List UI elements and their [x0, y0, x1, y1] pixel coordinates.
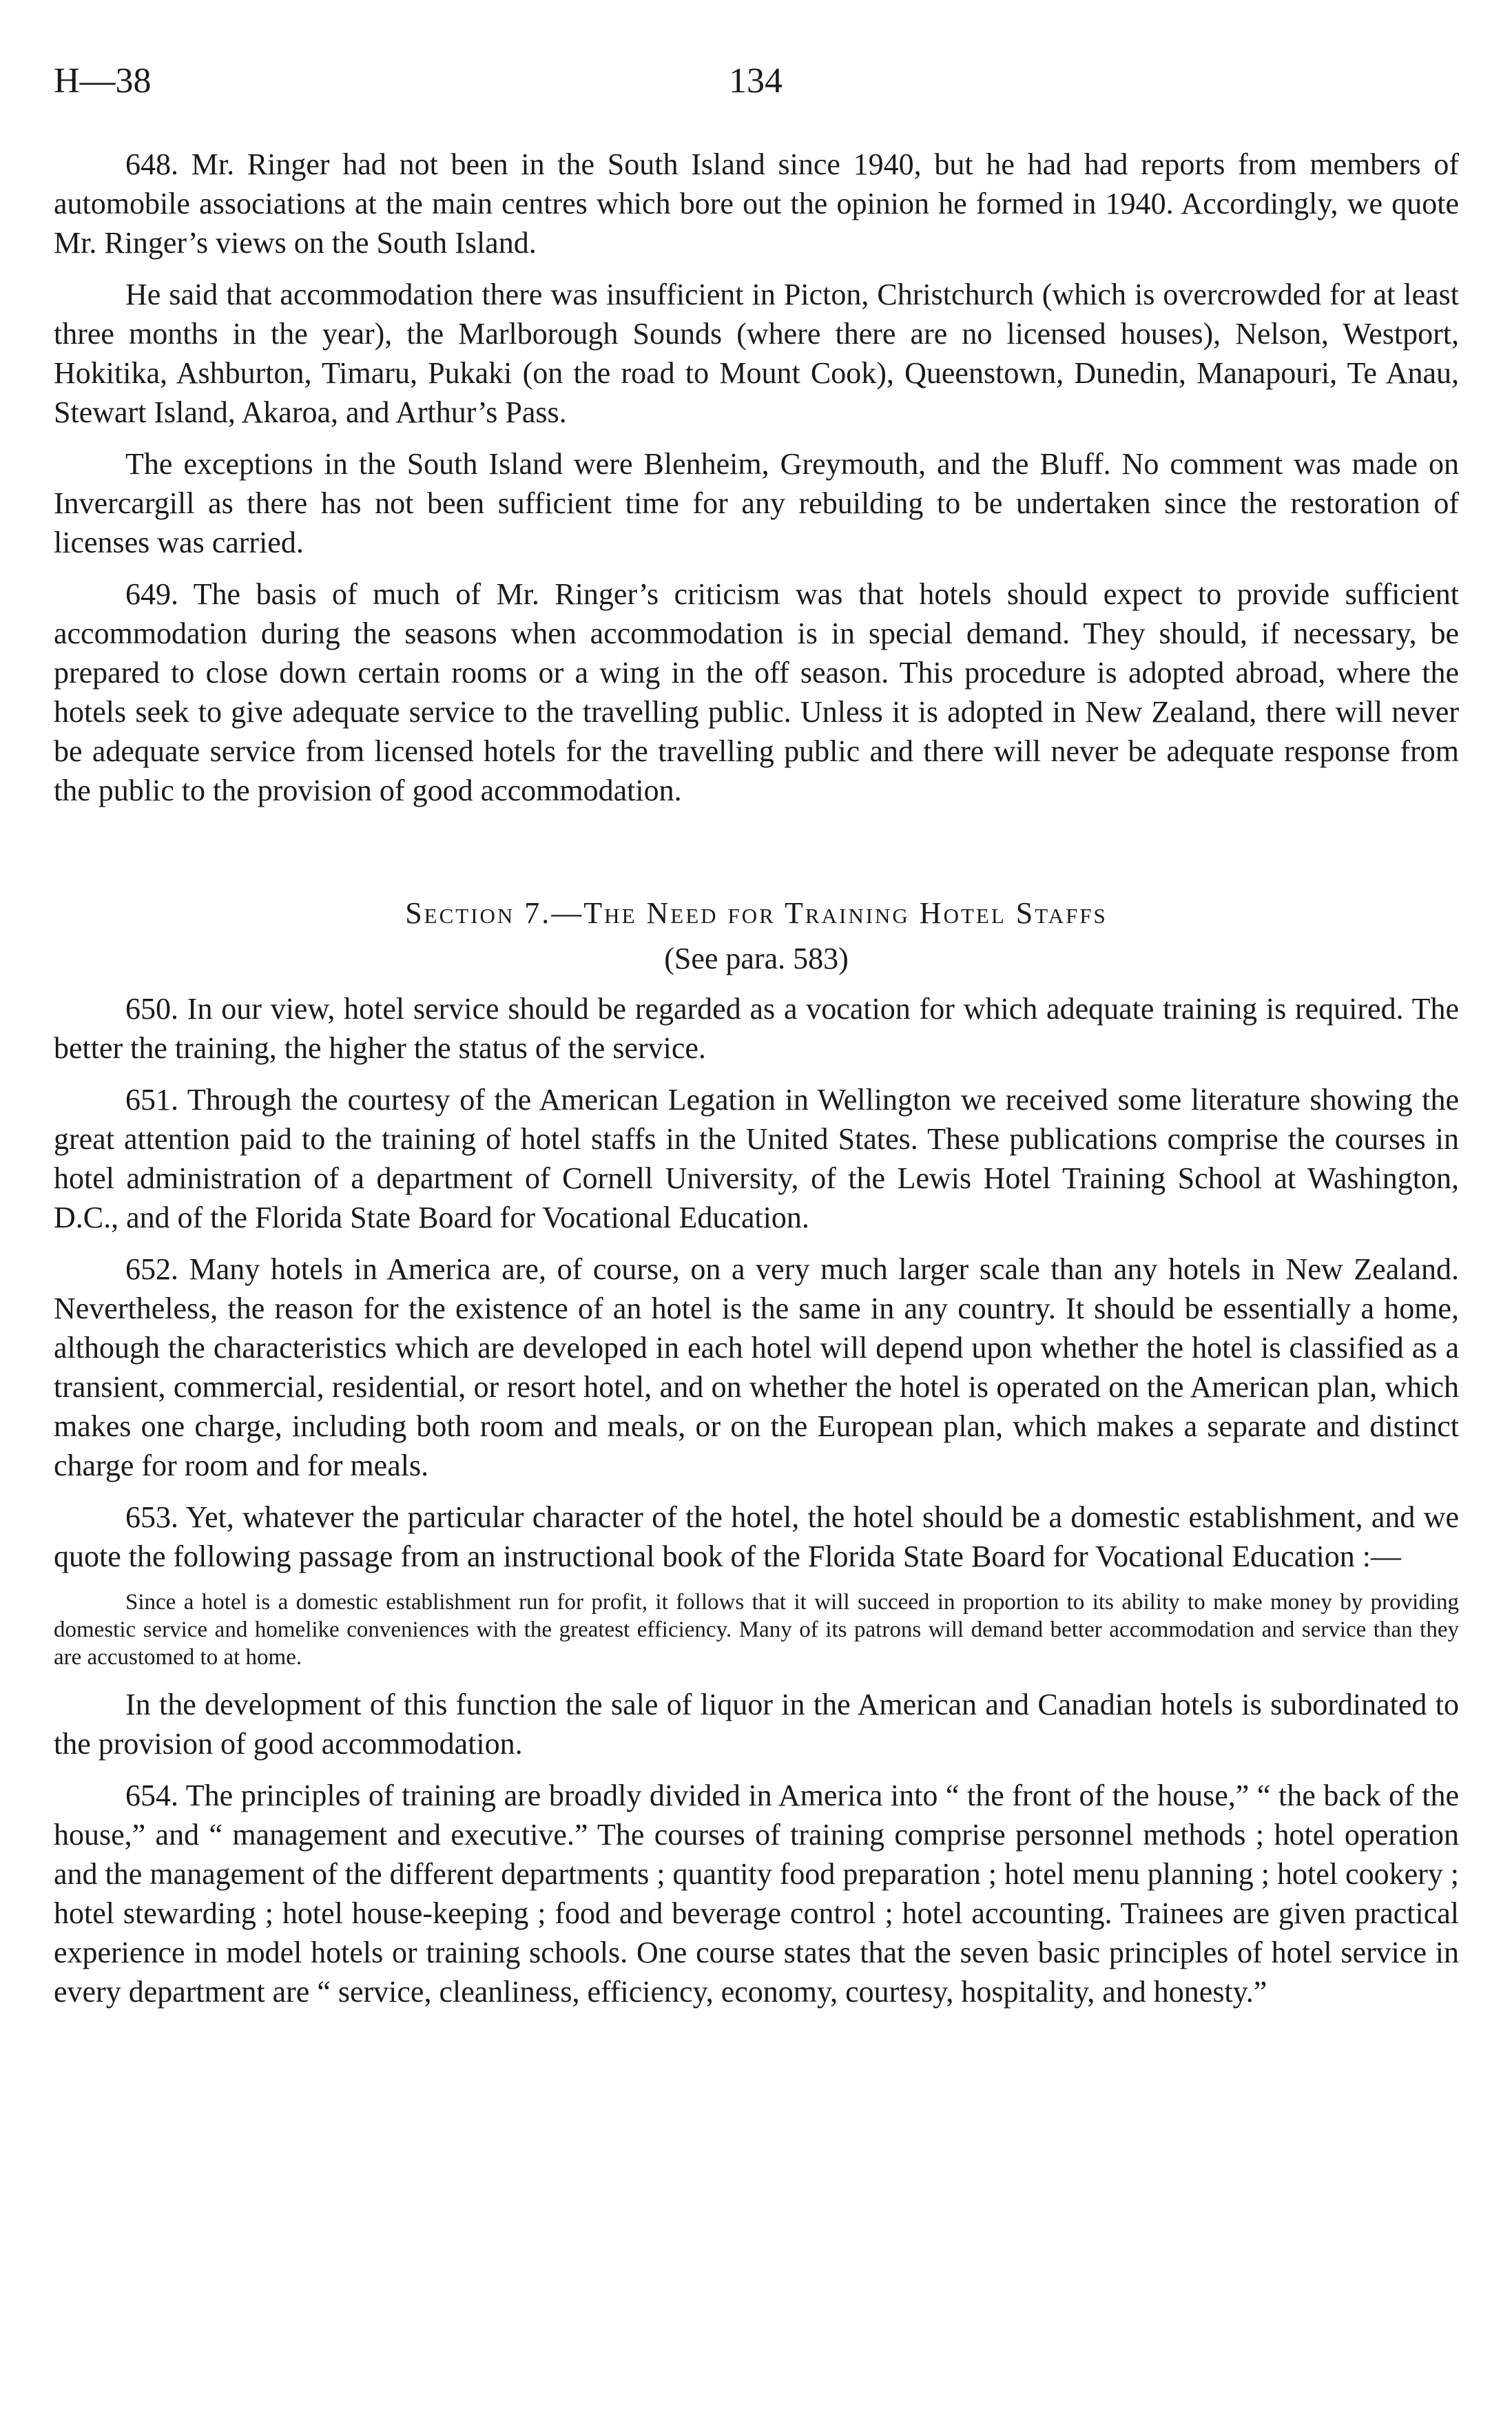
- section-heading: [54, 893, 1459, 980]
- paragraph-648: 648. Mr. Ringer had not been in the South Island since 1940, but he had had reports from members of automobile associations at the main centres which bore out the opinion he formed in 1940. Accordingly, we quote Mr. Ringer’s views on the South Island.: [54, 147, 1459, 260]
- paragraph-653: 653. Yet, whatever the particular character of the hotel, the hotel should be a domestic establishment, and we quote the following passage from an instructional book of the Florida State Board for Vocational Education :—: [54, 1500, 1459, 1573]
- section-reference: (See para. 583): [664, 942, 849, 975]
- section-title: Section 7.—The Need for Training Hotel Staffs: [405, 896, 1108, 930]
- paragraph-653-continuation: In the development of this function the sale of liquor in the American and Canadian hotels is subordinated to the provision of good accommodation.: [54, 1688, 1459, 1761]
- paragraph-652: 652. Many hotels in America are, of course, on a very much larger scale than any hotels in New Zealand. Nevertheless, the reason for the existence of an hotel is the same in any country. It should be essentially a home, although the characteristics which are developed in each hotel will depend upon whether the hotel is classified as a transient, commercial, residential, or resort hotel, and on whether the hotel is operated on the American plan, which makes one charge, including both room and meals, or on the European plan, which makes a separate and distinct charge for room and for meals.: [54, 1252, 1459, 1482]
- page-body: [54, 145, 1459, 2024]
- page-header: [54, 61, 1459, 116]
- paragraph-654: 654. The principles of training are broadly divided in America into “ the front of the house,” “ the back of the house,” and “ management and executive.” The courses of training comprise personnel methods ; hotel operation and the management of the different departments ; quantity food preparation ; hotel menu planning ; hotel cookery ; hotel stewarding ; hotel house-keeping ; food and beverage control ; hotel accounting. Trainees are given practical experience in model hotels or training schools. One course states that the seven basic principles of hotel service in every department are “ service, cleanliness, efficiency, economy, courtesy, hospitality, and honesty.”: [54, 1779, 1459, 2009]
- document-id: H—38: [54, 61, 152, 101]
- paragraph-648-exceptions: The exceptions in the South Island were Blenheim, Greymouth, and the Bluff. No comment was made on Invercargill as there has not been sufficient time for any rebuilding to be undertaken since the restoration of licenses was carried.: [54, 447, 1459, 559]
- paragraph-651: 651. Through the courtesy of the American Legation in Wellington we received some literature showing the great attention paid to the training of hotel staffs in the United States. These publications comprise the courses in hotel administration of a department of Cornell University, of the Lewis Hotel Training School at Washington, D.C., and of the Florida State Board for Vocational Education.: [54, 1083, 1459, 1234]
- paragraph-648-accommodation: He said that accommodation there was insufficient in Picton, Christchurch (which is overcrowded for at least three months in the year), the Marlborough Sounds (where there are no licensed houses), Nelson, Westport, Hokitika, Ashburton, Timaru, Pukaki (on the road to Mount Cook), Queenstown, Dunedin, Manapouri, Te Anau, Stewart Island, Akaroa, and Arthur’s Pass.: [54, 278, 1459, 429]
- block-quote: Since a hotel is a domestic establishment run for profit, it follows that it will succeed in proportion to its ability to make money by providing domestic service and homelike conveniences with the greatest efficiency. Many of its patrons will demand better accommodation and service than they are accustomed to at home.: [54, 1590, 1459, 1670]
- paragraph-649: 649. The basis of much of Mr. Ringer’s criticism was that hotels should expect to provide sufficient accommodation during the seasons when accommodation is in special demand. They should, if necessary, be prepared to close down certain rooms or a wing in the off season. This procedure is adopted abroad, where the hotels seek to give adequate service to the travelling public. Unless it is adopted in New Zealand, there will never be adequate service from licensed hotels for the travelling public and there will never be adequate response from the public to the provision of good accommodation.: [54, 577, 1459, 807]
- page-number: 134: [729, 61, 783, 101]
- paragraph-650: 650. In our view, hotel service should be regarded as a vocation for which adequate training is required. The better the training, the higher the status of the service.: [54, 992, 1459, 1065]
